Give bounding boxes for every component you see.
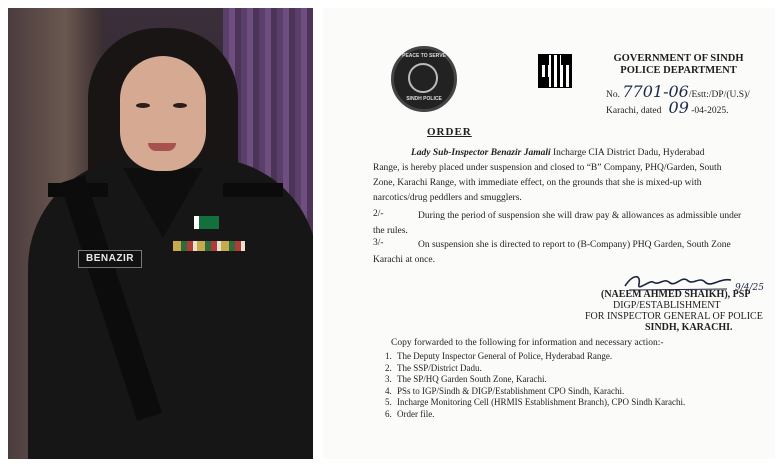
order-date — [606, 98, 728, 117]
header-department: POLICE DEPARTMENT — [620, 65, 737, 76]
reference-prefix: No. — [606, 90, 620, 100]
copy-forwarded-line: Copy forwarded to the following for information and necessary action:- — [391, 338, 664, 348]
list-item-text: The SSP/District Dadu. — [397, 362, 482, 373]
reference-suffix: /Estt:/DP/(U.S)/ — [688, 90, 750, 100]
list-item-text: Incharge Monitoring Cell (HRMIS Establishment Branch), CPO Sindh Karachi. — [397, 397, 686, 407]
signatory-designation: DIGP/ESTABLISHMENT — [613, 300, 721, 311]
seal-top-text: PEACE TO SERVE — [402, 53, 446, 59]
para1-line1-rest: Incharge CIA District Dadu, Hyderabad — [553, 148, 705, 158]
para2-line1: During the period of suspension she will draw pay & allowances as admissible under — [418, 211, 742, 221]
para1-line3: Zone, Karachi Range, with immediate effect, on the grounds that she is mixed-up with — [373, 178, 702, 188]
list-item — [385, 397, 685, 409]
list-item-number: 4. — [385, 385, 392, 396]
copy-list — [385, 351, 685, 420]
right-eye — [173, 103, 187, 108]
police-seal-icon — [391, 46, 457, 112]
order-document — [323, 8, 775, 459]
list-item — [385, 374, 685, 386]
para3-line1: On suspension she is directed to report to (B-Company) PHQ Garden, South Zone — [418, 240, 731, 250]
date-handwritten-day: 09 — [668, 98, 689, 117]
para2-line2: the rules. — [373, 226, 408, 236]
right-epaulette — [223, 183, 283, 197]
para1-line2: Range, is hereby placed under suspension and closed to “B” Company, PHQ/Garden, South — [373, 163, 722, 173]
signatory-for-line: FOR INSPECTOR GENERAL OF POLICE — [585, 311, 763, 322]
para1-line4: narcotics/drug peddlers and smugglers. — [373, 193, 522, 203]
flag-patch-icon — [194, 216, 219, 229]
officer-photo — [8, 8, 313, 459]
list-item — [385, 363, 685, 375]
list-item-text: Order file. — [397, 408, 435, 419]
left-eye — [136, 103, 150, 108]
qr-code-icon — [538, 54, 572, 88]
header-government: GOVERNMENT OF SINDH — [613, 53, 744, 64]
signatory-name: (NAEEM AHMED SHAIKH), PSP — [601, 289, 751, 300]
para1-line1 — [411, 146, 763, 161]
medal-ribbons — [173, 241, 245, 251]
list-item-number: 6. — [385, 408, 392, 419]
face — [120, 56, 206, 171]
smile — [148, 143, 176, 151]
list-item-number: 5. — [385, 397, 392, 407]
para3-number: 3/- — [373, 238, 384, 248]
list-item-number: 3. — [385, 374, 392, 384]
order-title: ORDER — [427, 126, 472, 138]
list-item-text: PSs to IGP/Sindh & DIGP/Establishment CPO Sindh, Karachi. — [397, 385, 625, 396]
list-item-number: 1. — [385, 351, 392, 361]
para3-line2: Karachi at once. — [373, 255, 435, 265]
list-item — [385, 409, 685, 421]
name-tag: BENAZIR — [78, 250, 142, 268]
list-item — [385, 386, 685, 398]
list-item-text: The Deputy Inspector General of Police, Hyderabad Range. — [397, 351, 613, 361]
para1-body — [373, 161, 763, 206]
reference-handwritten: 7701-06 — [622, 82, 689, 101]
signatory-place: SINDH, KARACHI. — [645, 322, 733, 333]
para1-lead: Lady Sub-Inspector Benazir Jamali — [411, 148, 551, 158]
list-item-number: 2. — [385, 362, 392, 373]
list-item-text: The SP/HQ Garden South Zone, Karachi. — [397, 374, 547, 384]
date-rest: -04-2025. — [691, 106, 729, 116]
list-item — [385, 351, 685, 363]
signature-date: 9/4/25 — [735, 283, 764, 293]
seal-bottom-text: SINDH POLICE — [406, 96, 442, 102]
para2-number: 2/- — [373, 209, 384, 219]
date-label: Karachi, dated — [606, 106, 662, 116]
